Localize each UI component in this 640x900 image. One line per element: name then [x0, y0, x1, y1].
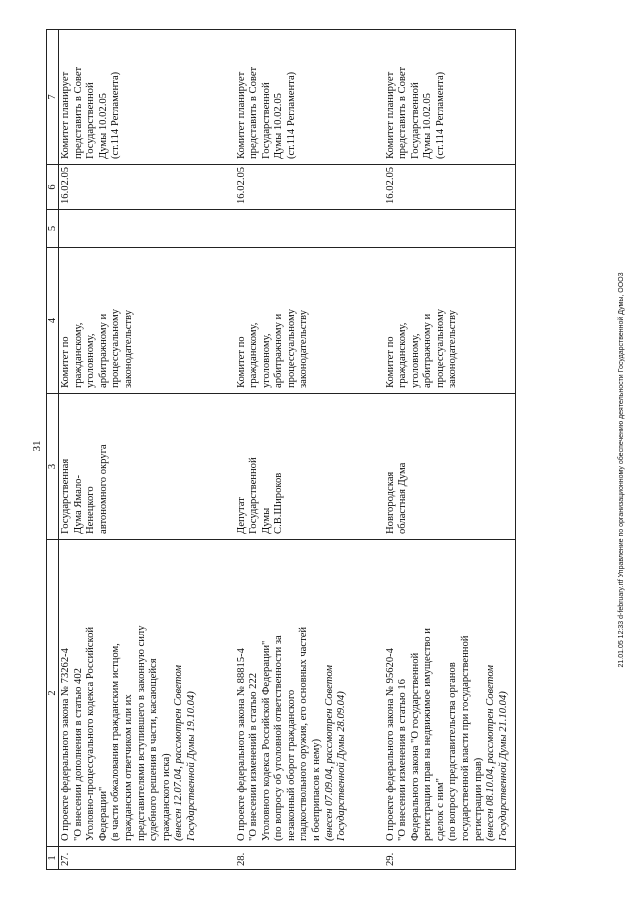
column-header: 1 — [47, 847, 59, 870]
bill-description — [59, 540, 235, 847]
initiator: Государственная Дума Ямало- Ненецкого автономного округа — [60, 444, 109, 534]
initiator: Новгородская областная Дума — [384, 462, 409, 534]
bill-text: О проекте федерального закона № 73262-4 "О внесении дополнения в статью 402 Уголовно-процессуального кодекса Российской Федерации" (в части обжалования гражданским истцом, гражданским ответчиком или их представителями вступившего в законную силу судебного решения в части, касающейся гражданского иска) — [60, 625, 172, 841]
plan-cell — [384, 30, 516, 165]
column-header: 5 — [47, 210, 59, 248]
row-number: 29. — [384, 847, 516, 870]
empty-cell — [235, 210, 384, 248]
row-number: 28. — [235, 847, 384, 870]
committee-cell — [384, 248, 516, 394]
column-header: 6 — [47, 165, 59, 210]
responsible-committee: Комитет по гражданскому, уголовному, арбитражному и процессуальному законодательству — [384, 309, 459, 388]
committee-plan: Комитет планирует представить в Совет Государственной Думы 10.02.05 (ст.114 Регламента) — [235, 66, 297, 159]
plan-cell — [235, 30, 384, 165]
date-cell: 16.02.05 — [235, 165, 384, 210]
bill-submission-note: (внесен 08.10.04, рассмотрен Советом Государственной Думы 21.10.04) — [485, 665, 509, 841]
column-header: 4 — [47, 248, 59, 394]
column-header: 3 — [47, 394, 59, 540]
empty-cell — [59, 210, 235, 248]
committee-cell — [235, 248, 384, 394]
bill-description — [384, 540, 516, 847]
responsible-committee: Комитет по гражданскому, уголовному, арбитражному и процессуальному законодательству — [60, 309, 134, 388]
table-row — [384, 30, 516, 870]
column-header: 2 — [47, 540, 59, 847]
committee-plan: Комитет планирует представить в Совет Государственной Думы 10.02.05 (ст.114 Регламента) — [60, 66, 122, 159]
initiator-cell — [59, 394, 235, 540]
footer-text: 21.01.05 12:33 d-february.rtf Управление по организационному обеспечению деятельности Государственной Думы, ООО3 — [618, 272, 625, 668]
bills-table — [46, 29, 516, 870]
date-cell: 16.02.05 — [384, 165, 516, 210]
header-row — [47, 30, 59, 870]
initiator: Депутат Государственной Думы С.В.Широков — [235, 457, 285, 534]
row-number: 27. — [59, 847, 235, 870]
page-number: 31 — [31, 440, 43, 452]
committee-plan: Комитет планирует представить в Совет Государственной Думы 10.02.05 (ст.114 Регламента) — [384, 66, 446, 159]
bill-description — [235, 540, 384, 847]
bill-submission-note: (внесен 07.09.04, рассмотрен Советом Государственной Думы 28.09.04) — [323, 665, 348, 841]
committee-cell — [59, 248, 235, 394]
date-cell: 16.02.05 — [59, 165, 235, 210]
bill-submission-note: (внесен 12.07.04, рассмотрен Советом Государственной Думы 19.10.04) — [173, 665, 197, 841]
bill-text: О проекте федерального закона № 95620-4 "О внесении изменения в статью 16 Федерального закона "О государственной регистрации прав на недвижимое имущество и сделок с ним" (по вопросу представительства органов государственной власти при государственной регистрации прав) — [384, 628, 484, 841]
plan-cell — [59, 30, 235, 165]
bill-text: О проекте федерального закона № 88815-4 "О внесении изменений в статью 222 Уголовного кодекса Российской Федерации" (по вопросу об уголовной ответственности за незаконный оборот гражданского гладкоствольного оружия, его основных частей и боеприпасов к нему) — [235, 626, 323, 841]
responsible-committee: Комитет по гражданскому, уголовному, арбитражному и процессуальному законодательству — [235, 309, 310, 388]
initiator-cell — [384, 394, 516, 540]
empty-cell — [384, 210, 516, 248]
bills-table-container — [46, 30, 516, 870]
column-header: 7 — [47, 30, 59, 165]
initiator-cell — [235, 394, 384, 540]
table-row — [59, 30, 235, 870]
table-row — [235, 30, 384, 870]
